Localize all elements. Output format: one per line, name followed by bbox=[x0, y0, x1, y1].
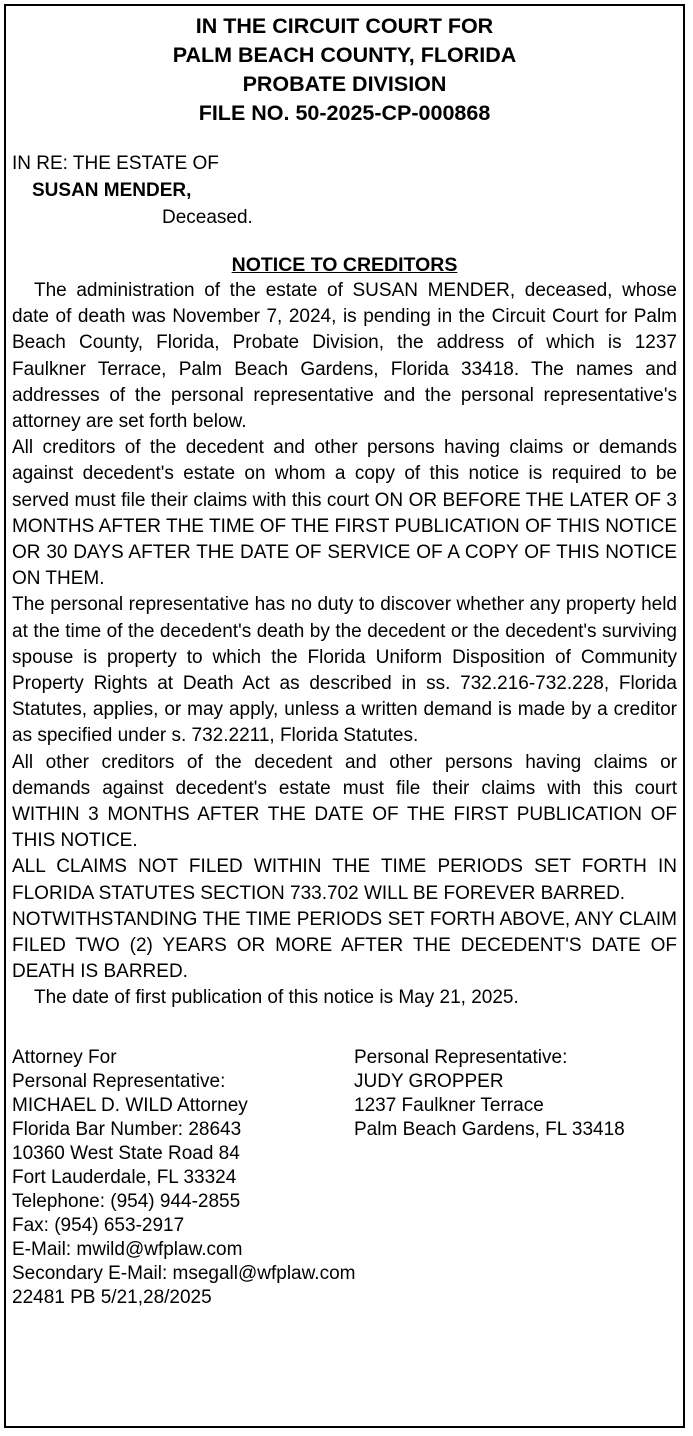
file-number: FILE NO. 50-2025-CP-000868 bbox=[198, 101, 491, 125]
decedent-name: SUSAN MENDER, bbox=[32, 180, 192, 201]
county-name: PALM BEACH COUNTY, FLORIDA bbox=[172, 43, 517, 67]
court-header bbox=[6, 12, 683, 128]
attorney-telephone: Telephone: (954) 944-2855 bbox=[12, 1190, 241, 1212]
paragraph-other-creditors: All other creditors of the decedent and other persons having claims or demands against decedent's estate must file their claims with this court WITHIN 3 MONTHS AFTER THE DATE OF THE FIRST PUBLICATION OF THIS NOTICE. bbox=[12, 751, 677, 852]
attorney-label-role: Personal Representative: bbox=[12, 1070, 226, 1092]
paragraph-administration: The administration of the estate of SUSAN MENDER, deceased, whose date of death was November 7, 2024, is pending in the Circuit Court for Palm Beach County, Florida, Probate Division, the address of which is 1237 Faulkner Terrace, Palm Beach Gardens, Florida 33418. The names and addresses of the personal representative and the personal representative's attorney are set forth below. bbox=[12, 280, 677, 433]
attorney-city: Fort Lauderdale, FL 33324 bbox=[12, 1166, 237, 1188]
attorney-street: 10360 West State Road 84 bbox=[12, 1142, 240, 1164]
attorney-name: MICHAEL D. WILD Attorney bbox=[12, 1094, 248, 1116]
paragraph-publication-date: The date of first publication of this notice is May 21, 2025. bbox=[34, 987, 519, 1009]
paragraph-notwithstanding: NOTWITHSTANDING THE TIME PERIODS SET FORTH ABOVE, ANY CLAIM FILED TWO (2) YEARS OR MORE AFTER THE DECEDENT'S DATE OF DEATH IS BARRED. bbox=[12, 908, 677, 983]
contact-section bbox=[6, 1046, 683, 1310]
representative-block bbox=[354, 1046, 625, 1142]
deceased-label: Deceased. bbox=[162, 207, 253, 228]
legal-notice bbox=[4, 4, 685, 1428]
paragraph-creditors-served: All creditors of the decedent and other persons having claims or demands against decedent's estate on whom a copy of this notice is required to be served must file their claims with this court ON OR BEFORE THE LATER OF 3 MONTHS AFTER THE TIME OF THE FIRST PUBLICATION OF THIS NOTICE OR 30 DAYS AFTER THE DATE OF SERVICE OF A COPY OF THIS NOTICE ON THEM. bbox=[12, 437, 677, 590]
division-name: PROBATE DIVISION bbox=[242, 72, 447, 96]
representative-city: Palm Beach Gardens, FL 33418 bbox=[354, 1118, 625, 1140]
court-name: IN THE CIRCUIT COURT FOR bbox=[195, 14, 494, 38]
attorney-fax: Fax: (954) 653-2917 bbox=[12, 1214, 185, 1236]
representative-label: Personal Representative: bbox=[354, 1046, 568, 1068]
in-re-line: IN RE: THE ESTATE OF bbox=[12, 153, 219, 174]
paragraph-forever-barred: ALL CLAIMS NOT FILED WITHIN THE TIME PERIODS SET FORTH IN FLORIDA STATUTES SECTION 733.702 WILL BE FOREVER BARRED. bbox=[12, 856, 677, 904]
attorney-bar-number: Florida Bar Number: 28643 bbox=[12, 1118, 242, 1140]
paragraph-community-property: The personal representative has no duty to discover whether any property held at the time of the decedent's death by the decedent or the decedent's surviving spouse is property to which the Florida Uniform Disposition of Community Property Rights at Death Act as described in ss. 732.216-732.228, Florida Statutes, applies, or may apply, unless a written demand is made by a creditor as specified under s. 732.2211, Florida Statutes. bbox=[12, 594, 677, 747]
attorney-label: Attorney For bbox=[12, 1046, 117, 1068]
representative-street: 1237 Faulkner Terrace bbox=[354, 1094, 544, 1116]
case-caption bbox=[6, 150, 683, 231]
attorney-secondary-email: Secondary E-Mail: msegall@wfplaw.com bbox=[12, 1262, 356, 1284]
attorney-block bbox=[12, 1046, 356, 1310]
notice-body bbox=[6, 278, 683, 1012]
ad-reference: 22481 PB 5/21,28/2025 bbox=[12, 1286, 212, 1308]
notice-title: NOTICE TO CREDITORS bbox=[231, 254, 458, 276]
representative-name: JUDY GROPPER bbox=[354, 1070, 504, 1092]
attorney-email: E-Mail: mwild@wfplaw.com bbox=[12, 1238, 243, 1260]
